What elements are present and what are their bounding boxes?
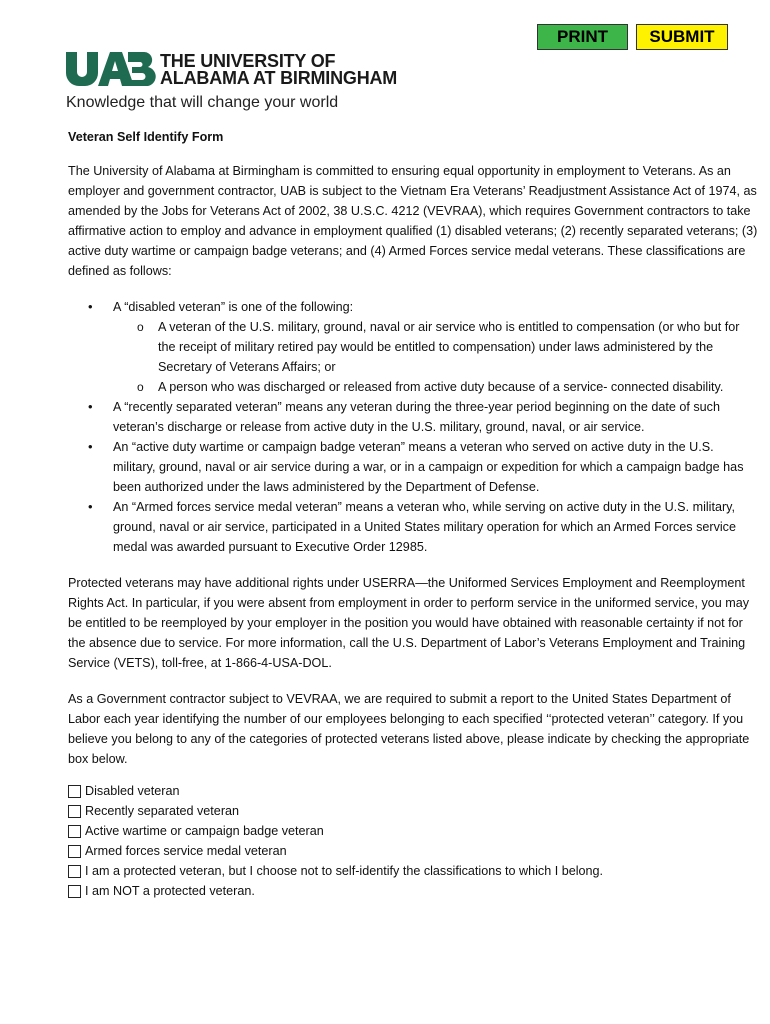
definition-subitem: o A veteran of the U.S. military, ground, naval or air service who is entitled to compensation (or who but for the receipt of military retired pay would be entitled to compensation) under laws administered by the Secretary of Veterans Affairs; or [113,317,758,377]
userra-paragraph: Protected veterans may have additional rights under USERRA—the Uniformed Services Employment and Reemployment Rights Act. In particular, if you were absent from employment in order to perform service in the uniformed service, you may be entitled to be reemployed by your employer in the position you would have obtained with reasonable certainty if not for the absence due to service. For more information, call the U.S. Department of Labor’s Veterans Employment and Training Service (VETS), toll-free, at 1-866-4-USA-DOL. [68,576,750,670]
form-title: Veteran Self Identify Form [68,130,224,144]
checkbox-recently-separated[interactable] [68,805,81,818]
uab-logo [66,50,411,90]
definition-item: • An “Armed forces service medal veteran” means a veteran who, while serving on active duty in the U.S. military, ground, naval or air service, participated in a United States military operation for which an Armed Forces service medal was awarded pursuant to Executive Order 12985. [68,497,758,557]
veteran-status-options [68,781,758,901]
option-no-self-identify[interactable] [68,861,758,881]
university-name-line1: THE UNIVERSITY OF [160,51,336,71]
definition-sublist [113,317,758,397]
checkbox-service-medal[interactable] [68,845,81,858]
checkbox-no-self-identify[interactable] [68,865,81,878]
university-name-line2: ALABAMA AT BIRMINGHAM [160,68,398,88]
option-label: I am NOT a protected veteran. [85,884,255,898]
option-active-wartime[interactable] [68,821,758,841]
definition-item: • A “recently separated veteran” means any veteran during the three-year period beginning on the date of such veteran’s discharge or release from active duty in the U.S. military, ground, naval, or air service. [68,397,758,437]
option-label: Disabled veteran [85,784,180,798]
checkbox-active-wartime[interactable] [68,825,81,838]
checkbox-disabled-veteran[interactable] [68,785,81,798]
uab-logo-mark-text: UAB [66,52,69,53]
definition-text: A “disabled veteran” is one of the following: [113,300,354,314]
option-label: Armed forces service medal veteran [85,844,287,858]
report-paragraph: As a Government contractor subject to VEVRAA, we are required to submit a report to the United States Department of Labor each year identifying the number of our employees belonging to each specified ‘‘protected veteran’’ category. If you believe you belong to any of the categories of protected veterans listed above, please indicate by checking the appropriate box below. [68,692,750,766]
print-button[interactable]: PRINT [537,24,628,50]
checkbox-not-protected[interactable] [68,885,81,898]
intro-paragraph: The University of Alabama at Birmingham is committed to ensuring equal opportunity in employment to Veterans. As an employer and government contractor, UAB is subject to the Vietnam Era Veterans’ Readjustment Assistance Act of 1974, as amended by the Jobs for Veterans Act of 2002, 38 U.S.C. 4212 (VEVRAA), which requires Government contractors to take affirmative action to employ and advance in employment qualified (1) disabled veterans; (2) recently separated veterans; (3) active duty wartime or campaign badge veterans; and (4) Armed Forces service medal veterans. These classifications are defined as follows: [68,164,758,278]
definition-item: • An “active duty wartime or campaign badge veteran” means a veteran who served on active duty in the U.S. military, ground, naval or air service during a war, or in a campaign or expedition for which a campaign badge has been authorized under the laws administered by the Department of Defense. [68,437,758,497]
option-recently-separated[interactable] [68,801,758,821]
definitions-list [68,297,758,557]
option-label: I am a protected veteran, but I choose not to self-identify the classifications to which I belong. [85,864,604,878]
form-body [68,127,758,901]
definition-item [68,297,758,397]
tagline: Knowledge that will change your world [66,94,339,111]
option-service-medal[interactable] [68,841,758,861]
option-not-protected[interactable] [68,881,758,901]
option-label: Recently separated veteran [85,804,240,818]
uab-logo-mark [66,52,156,86]
definition-subitem: o A person who was discharged or released from active duty because of a service- connected disability. [113,377,758,397]
option-disabled-veteran[interactable] [68,781,758,801]
option-label: Active wartime or campaign badge veteran [85,824,324,838]
submit-button[interactable]: SUBMIT [636,24,728,50]
